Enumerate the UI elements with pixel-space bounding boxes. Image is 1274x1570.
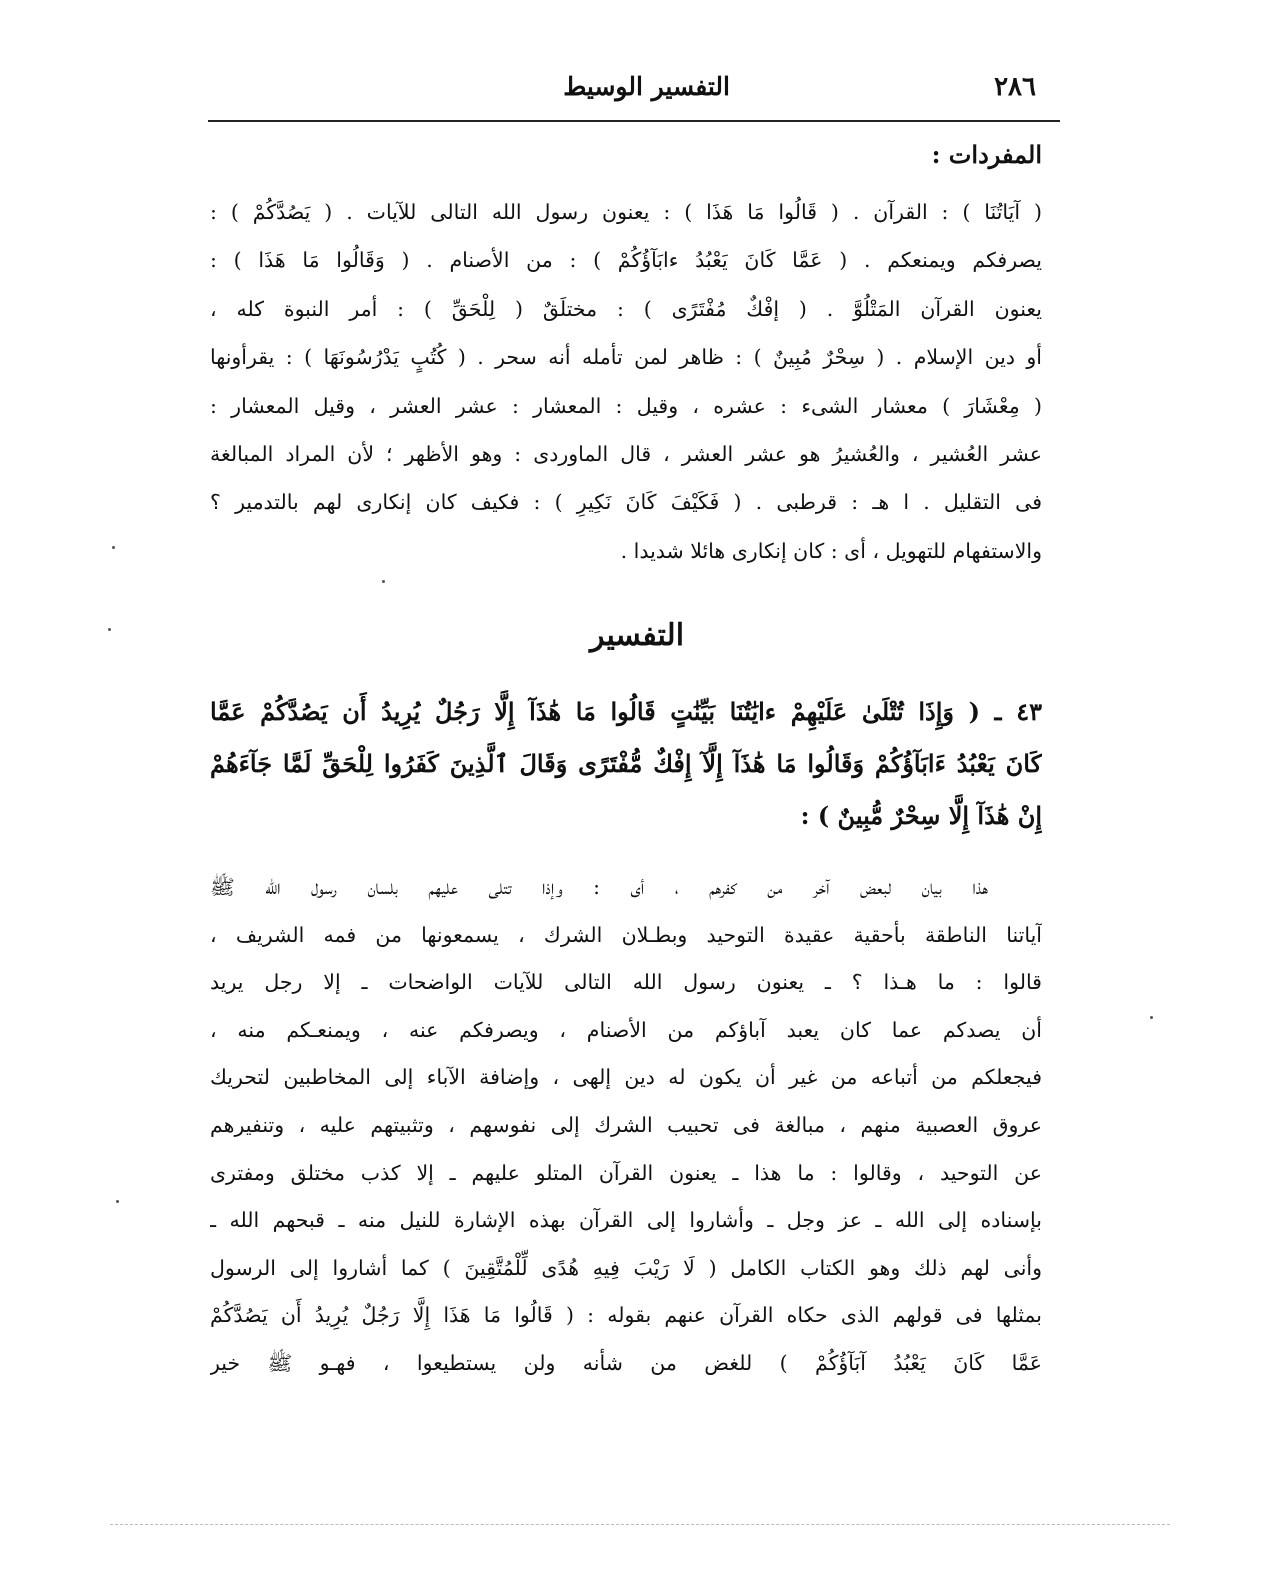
vocabulary-section xyxy=(210,188,1042,575)
vocabulary-line: يصرفكم ويمنعكم . ( عَمَّا كَانَ يَعْبُدُ ءابَآؤُكُمْ ) : من الأصنام . ( وَقَالُوا مَا هَذَا ) : xyxy=(210,248,1042,273)
commentary-line: بمثلها فى قولهم الذى حكاه القرآن عنهم بقوله : ( قَالُوا مَا هَذَا إِلَّا رَجُلٌ يُرِيدُ أَن يَصُدَّكُمْ xyxy=(210,1303,1042,1328)
vocabulary-line: أو دين الإسلام . ( سِحْرٌ مُبِينٌ ) : ظاهر لمن تأمله أنه سحر . ( كُتُبٍ يَدْرُسُونَهَا ) : يقرأونها xyxy=(210,345,1042,370)
vocabulary-line: فى التقليل . ا هـ : قرطبى . ( فَكَيْفَ كَانَ نَكِيرِ ) : فكيف كان إنكارى لهم بالتدمير ؟ xyxy=(210,490,1042,515)
verse-line: كَانَ يَعْبُدُ ءَابَآؤُكُمْ وَقَالُوا مَا هَٰذَآ إِلَّآ إِفْكٌ مُّفْتَرًى وَقَالَ ٱلَّذِينَ كَفَرُوا لِلْحَقِّ لَمَّا جَآءَهُمْ xyxy=(210,749,1042,778)
commentary-line: بإسناده إلى الله ـ عز وجل ـ وأشاروا إلى القرآن بهذه الإشارة للنيل منه ـ قبحهم الله ـ xyxy=(210,1208,1042,1233)
vocabulary-heading: المفردات : xyxy=(931,140,1042,169)
commentary-line: هذا بيان لبعض آخر من كفرهم ، أى : وإذا تتلى عليهم بلسان رسول الله ﷺ xyxy=(210,875,988,899)
vocabulary-line: عشر العُشير ، والعُشيرُ هو عشر العشر ، قال الماوردى : وهو الأظهر ؛ لأن المراد المبالغة xyxy=(210,442,1042,467)
scan-edge-line xyxy=(110,1524,1170,1525)
header-divider xyxy=(208,120,1060,122)
commentary-line: عن التوحيد ، وقالوا : ما هذا ـ يعنون القرآن المتلو عليهم ـ إلا كذب مختلق ومفترى xyxy=(210,1160,1042,1185)
verse-line: إِنْ هَٰذَآ إِلَّا سِحْرٌ مُّبِينٌ ) : xyxy=(800,801,1042,830)
vocabulary-line: ( آيَاتُنَا ) : القرآن . ( قَالُوا مَا هَذَا ) : يعنون رسول الله التالى للآيات . ( يَصُدَّكُمْ ) : xyxy=(210,200,1042,224)
page-header xyxy=(208,72,1060,116)
verse-line: ٤٣ ـ ( وَإِذَا تُتْلَىٰ عَلَيْهِمْ ءايَٰتُنَا بَيِّنَٰتٍ قَالُوا مَا هَٰذَآ إِلَّا رَجُلٌ يُرِيدُ أَن يَصُدَّكُمْ عَمَّا xyxy=(210,697,1042,726)
commentary-line: قالوا : ما هـذا ؟ ـ يعنون رسول الله التالى للآيات الواضحات ـ إلا رجل يريد xyxy=(210,970,1042,995)
scan-speck xyxy=(108,628,111,631)
quran-verse xyxy=(210,686,1042,842)
commentary-line: أن يصدكم عما كان يعبد آباؤكم من الأصنام ، ويصرفكم عنه ، ويمنعـكم منه ، xyxy=(210,1017,1042,1042)
page-number: ٢٨٦ xyxy=(994,72,1036,102)
scan-speck xyxy=(1150,1016,1153,1019)
scan-speck xyxy=(382,580,385,583)
commentary-line: آياتنا الناطقة بأحقية عقيدة التوحيد وبطـلان الشرك ، يسمعونها من فمه الشريف ، xyxy=(210,922,1042,947)
vocabulary-line: يعنون القرآن المَتْلُوَّ . ( إفْكٌ مُفْتَرًى ) : مختلَقٌ ( لِلْحَقِّ ) : أمر النبوة كله ، xyxy=(210,296,1042,321)
commentary-line: فيجعلكم من أتباعه من غير أن يكون له دين إلهى ، وإضافة الآباء إلى المخاطبين لتحريك xyxy=(210,1065,1042,1090)
scan-speck xyxy=(112,546,115,549)
commentary-line: وأنى لهم ذلك وهو الكتاب الكامل ( لَا رَيْبَ فِيهِ هُدًى لِّلْمُتَّقِينَ ) كما أشاروا إلى الرسول xyxy=(210,1255,1042,1280)
tafsir-heading: التفسير xyxy=(589,618,685,653)
vocabulary-line: ( مِعْشَارَ ) معشار الشىء : عشره ، وقيل : المعشار : عشر العشر ، وقيل المعشار : xyxy=(210,393,1042,418)
commentary-line: عروق العصبية منهم ، مبالغة فى تحبيب الشرك إلى نفوسهم ، وتثبيتهم عليه ، وتنفيرهم xyxy=(210,1112,1042,1137)
commentary-section xyxy=(210,864,1042,1388)
vocabulary-line: والاستفهام للتهويل ، أى : كان إنكارى هائلا شديدا . xyxy=(620,538,1042,563)
running-title: التفسير الوسيط xyxy=(563,72,730,101)
scan-speck xyxy=(116,1200,119,1203)
commentary-line: عَمَّا كَانَ يَعْبُدُ آبَآؤُكُمْ ) للغض من شأنه ولن يستطيعوا ، فهـو ﷺ خير xyxy=(210,1350,1042,1375)
